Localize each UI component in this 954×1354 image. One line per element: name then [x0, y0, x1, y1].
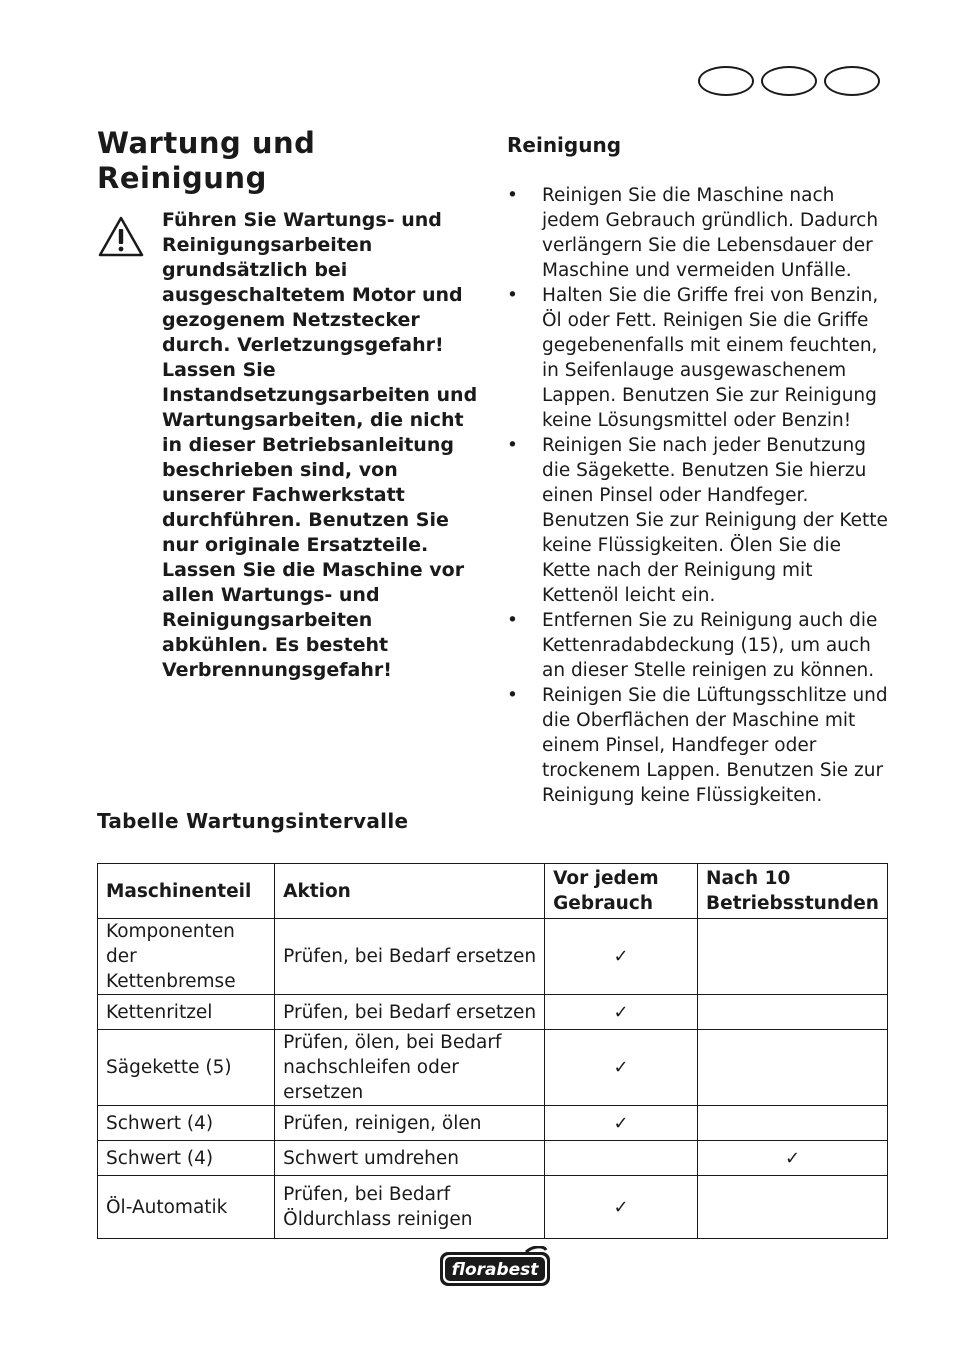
cell-action: Prüfen, reinigen, ölen: [275, 1106, 545, 1141]
check-icon: [698, 995, 888, 1030]
table-row: [98, 995, 888, 1030]
check-icon: ✓: [545, 1030, 698, 1106]
table-row: [98, 1030, 888, 1106]
florabest-logo: [438, 1246, 552, 1288]
table-row: [98, 1106, 888, 1141]
table-row: [98, 1176, 888, 1239]
bullet-icon: •: [507, 285, 518, 306]
cell-action: Prüfen, ölen, bei Bedarf nachschleifen oder ersetzen: [275, 1030, 545, 1106]
language-ovals: [698, 66, 880, 96]
table-row: [98, 919, 888, 995]
check-icon: [698, 919, 888, 995]
bullet-icon: •: [507, 685, 518, 706]
header-after-10h: Nach 10 Betriebsstunden: [698, 864, 888, 919]
language-oval: [761, 66, 817, 96]
cell-part: Komponenten der Kettenbremse: [98, 919, 275, 995]
list-item: • Halten Sie die Griffe frei von Benzin, Öl oder Fett. Reinigen Sie die Griffe gegebenenfalls mit einem feuchten, in Seifenlauge ausgewaschenem Lappen. Benutzen Sie zur Reinigung keine Lösungsmittel oder Benzin!: [507, 285, 879, 431]
warning-triangle-icon: [97, 215, 145, 259]
cell-part: Schwert (4): [98, 1106, 275, 1141]
header-before-use: Vor jedem Gebrauch: [545, 864, 698, 919]
bullet-icon: •: [507, 435, 518, 456]
check-icon: [545, 1141, 698, 1176]
list-item: • Reinigen Sie die Lüftungsschlitze und die Oberflächen der Maschine mit einem Pinsel, Handfeger oder trockenem Lappen. Benutzen Sie zur Reinigung keine Flüssigkeiten.: [507, 685, 888, 806]
cell-part: Kettenritzel: [98, 995, 275, 1030]
cleaning-list: [507, 183, 892, 808]
list-item: • Reinigen Sie nach jeder Benutzung die Sägekette. Benutzen Sie hierzu einen Pinsel oder Handfeger. Benutzen Sie zur Reinigung der Kette keine Flüssigkeiten. Ölen Sie die Kette nach der Reinigung mit Kettenöl leicht ein.: [507, 435, 888, 606]
check-icon: ✓: [698, 1141, 888, 1176]
maintenance-table: [97, 863, 888, 1239]
list-item: • Entfernen Sie zu Reinigung auch die Kettenradabdeckung (15), um auch an dieser Stelle reinigen zu können.: [507, 610, 878, 681]
cell-action: Prüfen, bei Bedarf Öldurchlass reinigen: [275, 1176, 545, 1239]
language-oval: [698, 66, 754, 96]
cell-part: Öl-Automatik: [98, 1176, 275, 1239]
header-part: Maschinenteil: [98, 864, 275, 919]
table-header-row: [98, 864, 888, 919]
section-heading: Wartung und Reinigung: [97, 126, 316, 195]
check-icon: [698, 1030, 888, 1106]
table-row: [98, 1141, 888, 1176]
logo-text: florabest: [451, 1260, 539, 1280]
cell-action: Prüfen, bei Bedarf ersetzen: [275, 995, 545, 1030]
table-heading: Tabelle Wartungsintervalle: [97, 809, 409, 833]
language-oval: [824, 66, 880, 96]
bullet-icon: •: [507, 185, 518, 206]
cell-action: Schwert umdrehen: [275, 1141, 545, 1176]
check-icon: ✓: [545, 995, 698, 1030]
cell-action: Prüfen, bei Bedarf ersetzen: [275, 919, 545, 995]
bullet-icon: •: [507, 610, 518, 631]
header-action: Aktion: [275, 864, 545, 919]
check-icon: ✓: [545, 1176, 698, 1239]
check-icon: ✓: [545, 919, 698, 995]
cell-part: Schwert (4): [98, 1141, 275, 1176]
check-icon: [698, 1176, 888, 1239]
check-icon: ✓: [545, 1106, 698, 1141]
warning-text: Führen Sie Wartungs- und Reinigungsarbeiten grundsätzlich bei ausgeschaltetem Motor und gezogenem Netzstecker durch. Verletzungsgefahr! Lassen Sie Instandsetzungsarbeiten und Wartungsarbeiten, die nicht in dieser Betriebsanleitung beschrieben sind, von unserer Fachwerkstatt durchführen. Benutzen Sie nur originale Ersatzteile. Lassen Sie die Maschine vor allen Wartungs- und Reinigungsarbeiten abkühlen. Es besteht Verbrennungsgefahr!: [162, 209, 478, 681]
cleaning-heading: Reinigung: [507, 133, 622, 157]
list-item: • Reinigen Sie die Maschine nach jedem Gebrauch gründlich. Dadurch verlängern Sie die Lebensdauer der Maschine und vermeiden Unfälle.: [507, 185, 879, 281]
cell-part: Sägekette (5): [98, 1030, 275, 1106]
check-icon: [698, 1106, 888, 1141]
